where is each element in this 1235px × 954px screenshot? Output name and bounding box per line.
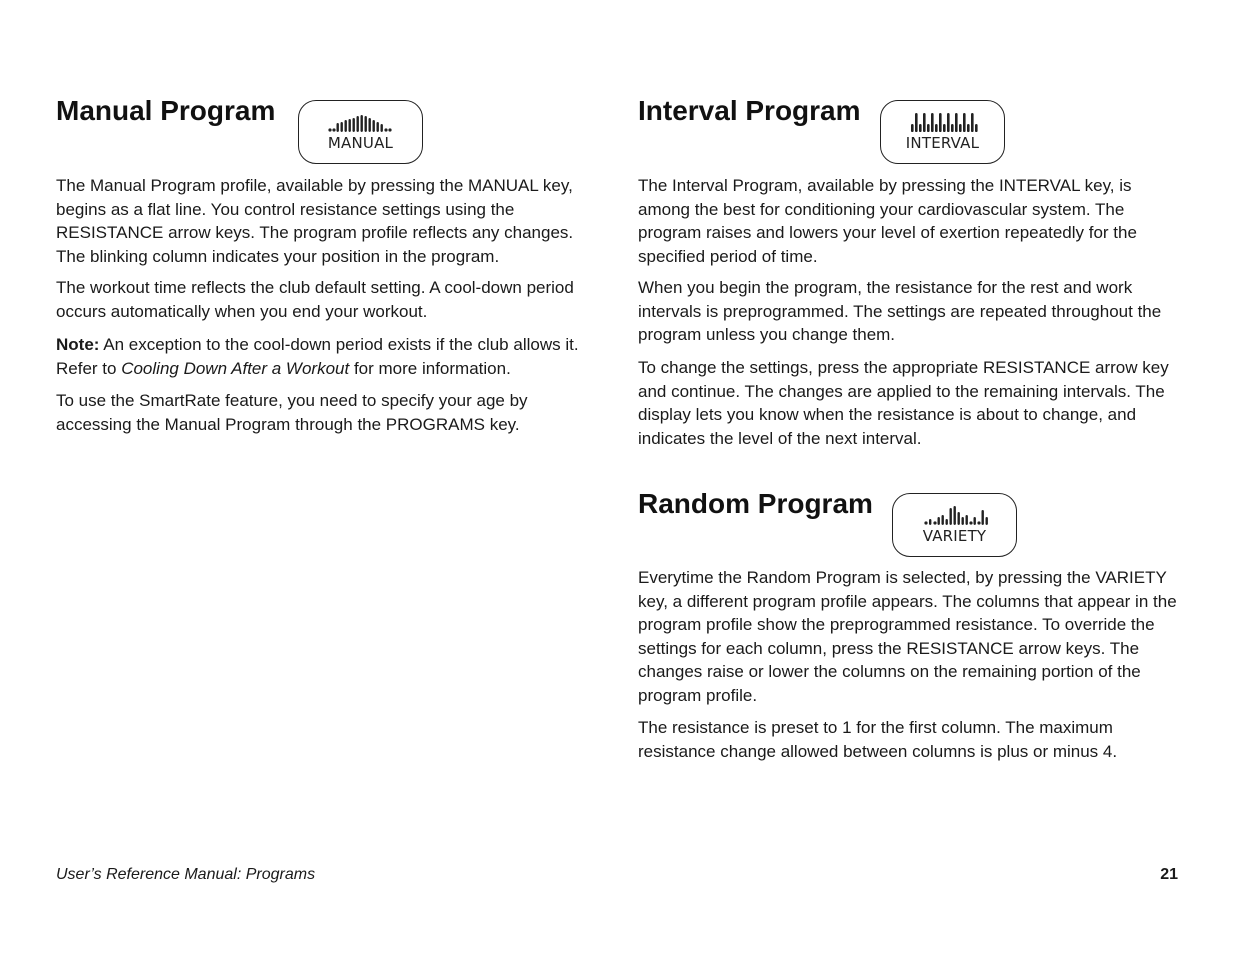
note-label: Note:	[56, 335, 100, 354]
manual-note-paragraph	[56, 333, 601, 380]
interval-key	[880, 100, 1005, 164]
random-paragraph-2: The resistance is preset to 1 for the first column. The maximum resistance change allowed between columns is plus or minus 4.	[638, 718, 1118, 761]
interval-program-title: Interval Program	[638, 95, 861, 126]
manual-program-title: Manual Program	[56, 95, 276, 126]
interval-key-label: INTERVAL	[905, 134, 980, 152]
interval-paragraph-1: The Interval Program, available by pressing the INTERVAL key, is among the best for conditioning your cardiovascular system. The program raises and lowers your level of exertion repeatedly for the specified period of time.	[638, 176, 1137, 266]
variety-key-label: VARIETY	[922, 527, 987, 545]
manual-profile-bars-icon	[299, 111, 424, 135]
variety-key	[892, 493, 1017, 557]
footer-document-title: User’s Reference Manual: Programs	[56, 866, 316, 883]
variety-profile-bars-icon	[893, 504, 1018, 528]
manual-paragraph-2: The workout time reflects the club default setting. A cool-down period occurs automatically when you end your workout.	[56, 278, 574, 321]
footer-page-number: 21	[1160, 866, 1178, 883]
interval-paragraph-3: To change the settings, press the appropriate RESISTANCE arrow key and continue. The changes are applied to the remaining intervals. The display lets you know when the resistance is about to change, and indicates the level of the next interval.	[638, 358, 1169, 448]
manual-key-label: MANUAL	[327, 134, 394, 152]
random-paragraph-1: Everytime the Random Program is selected, by pressing the VARIETY key, a different program profile appears. The columns that appear in the program profile show the preprogrammed resistance. To override the settings for each column, press the RESISTANCE arrow keys. The changes raise or lower the columns on the remaining portion of the program profile.	[638, 568, 1177, 705]
manual-paragraph-4: To use the SmartRate feature, you need to specify your age by accessing the Manual Program through the PROGRAMS key.	[56, 391, 528, 434]
cooling-down-reference: Cooling Down After a Workout	[121, 358, 350, 378]
random-program-title: Random Program	[638, 488, 873, 519]
note-text-2: for more information.	[349, 358, 511, 378]
manual-key	[298, 100, 423, 164]
interval-profile-bars-icon	[881, 111, 1006, 135]
note-text-1: An exception to the cool-down period exists if the club allows it. Refer to	[56, 335, 579, 378]
interval-paragraph-2: When you begin the program, the resistance for the rest and work intervals is preprogrammed. The settings are repeated throughout the program unless you change them.	[638, 278, 1162, 344]
manual-paragraph-1: The Manual Program profile, available by pressing the MANUAL key, begins as a flat line. You control resistance settings using the RESISTANCE arrow keys. The program profile reflects any changes. The blinking column indicates your position in the program.	[56, 176, 574, 266]
